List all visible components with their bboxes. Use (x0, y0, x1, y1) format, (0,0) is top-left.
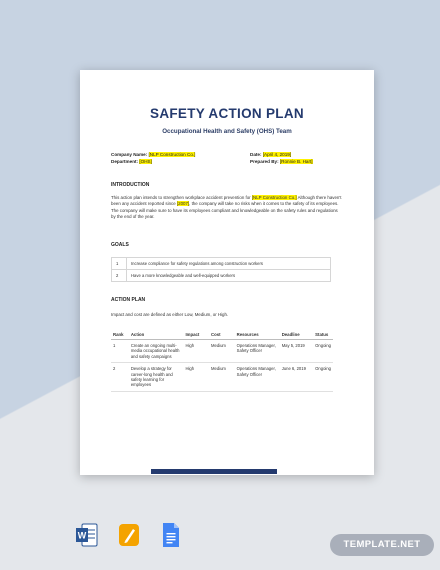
department-value: [OHS] (139, 158, 152, 164)
document-title: SAFETY ACTION PLAN (150, 106, 304, 121)
goals-heading: GOALS (111, 242, 129, 248)
meta-left (111, 152, 195, 165)
company-value: [NLP Construction Co.] (148, 152, 196, 157)
company-label: Company Name: (111, 152, 148, 157)
table-row: 2 Develop a strategy for career-long health and safety learning for employees High Medium Operations Manager, Safety Officer June 6, 2019 Ongoing (111, 363, 333, 392)
prepared-label: Prepared By: (250, 158, 279, 164)
google-docs-icon[interactable] (160, 522, 182, 548)
introduction-heading: INTRODUCTION (111, 182, 150, 188)
footer-bar (151, 469, 277, 474)
date-label: Date: (250, 152, 262, 157)
action-plan-heading: ACTION PLAN (111, 297, 146, 303)
svg-text:W: W (77, 530, 87, 541)
pages-icon[interactable] (118, 522, 140, 548)
goals-table (111, 257, 331, 282)
goal-row: 1 Increase compliance for safety regulations among construction workers (112, 258, 331, 270)
document-page (80, 70, 374, 475)
date-value: [April 4, 2019] (262, 152, 292, 157)
brand-watermark: TEMPLATE.NET (330, 534, 434, 556)
action-plan-table (111, 330, 333, 392)
prepared-value: [Ronnie B. Hart] (279, 158, 313, 164)
introduction-text: This action plan intends to strengthen workplace accident prevention for [NLP Construction Co.] Although there haven't been any accident reported since [2007], the company will take no risks when it comes to the safety of its employees. The company will make sure to have its employees compliant and knowledgeable on the safety rules and regulations by the end of the year. (111, 195, 342, 219)
table-header-row: Rank Action Impact Cost Resources Deadline Status (111, 330, 333, 340)
document-subtitle: Occupational Health and Safety (OHS) Team (162, 128, 292, 135)
department-label: Department: (111, 158, 139, 164)
meta-right (250, 152, 313, 165)
goal-row: 2 Have a more knowledgeable and well-equipped workers (112, 270, 331, 282)
word-icon[interactable] (76, 522, 98, 548)
action-plan-intro: Impact and cost are defined as either Low, Medium, or High. (111, 312, 229, 317)
table-row: 1 Create an ongoing multi-media occupational health and safety campaigns High Medium Operations Manager, Safety Officer May 5, 2019 Ongoing (111, 340, 333, 363)
